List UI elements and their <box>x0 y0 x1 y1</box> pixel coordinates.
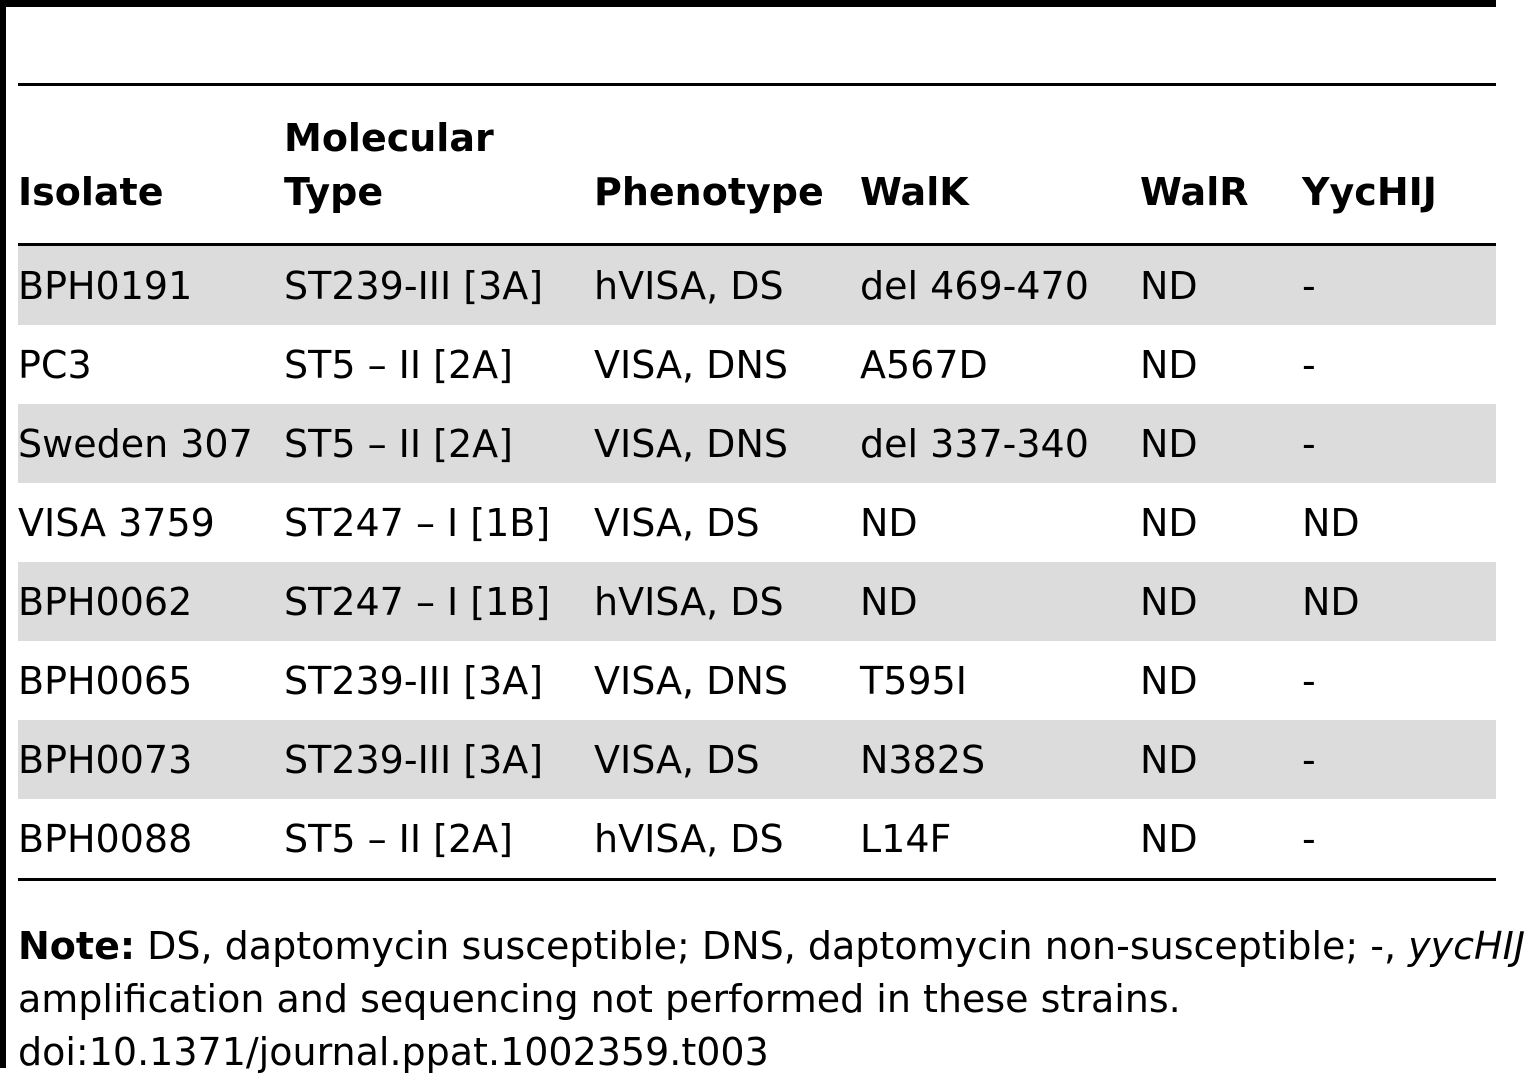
top-rule <box>6 0 1496 7</box>
cell-ycchij: - <box>1302 658 1316 703</box>
cell-walr: ND <box>1140 720 1302 799</box>
table-row <box>18 404 1496 483</box>
cell-isolate: VISA 3759 <box>18 500 215 545</box>
cell-molecular-type: ST247 – I [1B] <box>284 562 594 641</box>
cell-molecular-type: ST5 – II [2A] <box>284 404 594 483</box>
cell-walr: ND <box>1140 500 1198 545</box>
header-phenotype: Phenotype <box>594 170 824 214</box>
header-walk: WalK <box>860 170 969 214</box>
cell-isolate: BPH0073 <box>18 720 284 799</box>
cell-walr: ND <box>1140 246 1302 325</box>
cell-phenotype: VISA, DS <box>594 500 760 545</box>
cell-molecular-type: ST239-III [3A] <box>284 720 594 799</box>
cell-walr: ND <box>1140 816 1198 861</box>
cell-ycchij: ND <box>1302 562 1496 641</box>
cell-walr: ND <box>1140 342 1198 387</box>
cell-molecular-type: ST5 – II [2A] <box>284 816 513 861</box>
left-border-bar <box>0 0 6 1068</box>
header-isolate: Isolate <box>18 170 164 214</box>
header-molecular-type-line2: Type <box>284 170 384 214</box>
cell-ycchij: - <box>1302 720 1496 799</box>
note-italic-gene: yycHIJ <box>1408 924 1525 968</box>
header-molecular-type <box>284 86 594 243</box>
header-ycchij: YycHIJ <box>1302 170 1437 214</box>
cell-walr: ND <box>1140 404 1302 483</box>
cell-phenotype: VISA, DS <box>594 720 860 799</box>
cell-molecular-type: ST239-III [3A] <box>284 658 544 703</box>
cell-isolate: BPH0062 <box>18 562 284 641</box>
cell-walk: L14F <box>860 816 952 861</box>
results-table-body <box>18 246 1496 878</box>
cell-walr: ND <box>1140 562 1302 641</box>
header-walr: WalR <box>1140 170 1249 214</box>
cell-isolate: BPH0191 <box>18 246 284 325</box>
cell-molecular-type: ST247 – I [1B] <box>284 500 551 545</box>
cell-walk: N382S <box>860 720 1140 799</box>
cell-walk: ND <box>860 562 1140 641</box>
cell-walk: del 469-470 <box>860 246 1140 325</box>
table-row <box>18 325 1496 404</box>
cell-isolate: BPH0065 <box>18 658 193 703</box>
cell-ycchij: - <box>1302 404 1496 483</box>
cell-phenotype: hVISA, DS <box>594 246 860 325</box>
cell-isolate: BPH0088 <box>18 816 193 861</box>
table-row <box>18 483 1496 562</box>
cell-phenotype: VISA, DNS <box>594 342 788 387</box>
table-row <box>18 799 1496 878</box>
table-footnote <box>18 920 1525 1079</box>
table-bottom-rule <box>18 878 1496 881</box>
table-row <box>18 641 1496 720</box>
header-molecular-type-line1: Molecular <box>284 116 494 160</box>
table-row <box>18 562 1496 641</box>
cell-molecular-type: ST5 – II [2A] <box>284 342 513 387</box>
cell-ycchij: ND <box>1302 500 1360 545</box>
table-row <box>18 246 1496 325</box>
cell-walr: ND <box>1140 658 1198 703</box>
doi-text: doi:10.1371/journal.ppat.1002359.t003 <box>18 1030 769 1074</box>
cell-walk: T595I <box>860 658 967 703</box>
cell-phenotype: hVISA, DS <box>594 816 784 861</box>
cell-isolate: PC3 <box>18 342 92 387</box>
cell-walk: del 337-340 <box>860 404 1140 483</box>
cell-walk: ND <box>860 500 918 545</box>
table-container <box>18 83 1496 881</box>
cell-phenotype: VISA, DNS <box>594 658 788 703</box>
footnote-line-1 <box>18 920 1525 973</box>
cell-ycchij: - <box>1302 342 1316 387</box>
cell-ycchij: - <box>1302 246 1496 325</box>
note-text: DS, daptomycin susceptible; DNS, daptomycin non-susceptible; -, <box>135 924 1409 968</box>
cell-walk: A567D <box>860 342 988 387</box>
note-label: Note: <box>18 924 136 968</box>
results-table <box>18 86 1496 243</box>
cell-molecular-type: ST239-III [3A] <box>284 246 594 325</box>
cell-ycchij: - <box>1302 816 1316 861</box>
cell-phenotype: VISA, DNS <box>594 404 860 483</box>
cell-phenotype: hVISA, DS <box>594 562 860 641</box>
header-row <box>18 86 1496 243</box>
footnote-line-2: amplification and sequencing not performed in these strains. <box>18 977 1181 1021</box>
table-row <box>18 720 1496 799</box>
cell-isolate: Sweden 307 <box>18 404 284 483</box>
